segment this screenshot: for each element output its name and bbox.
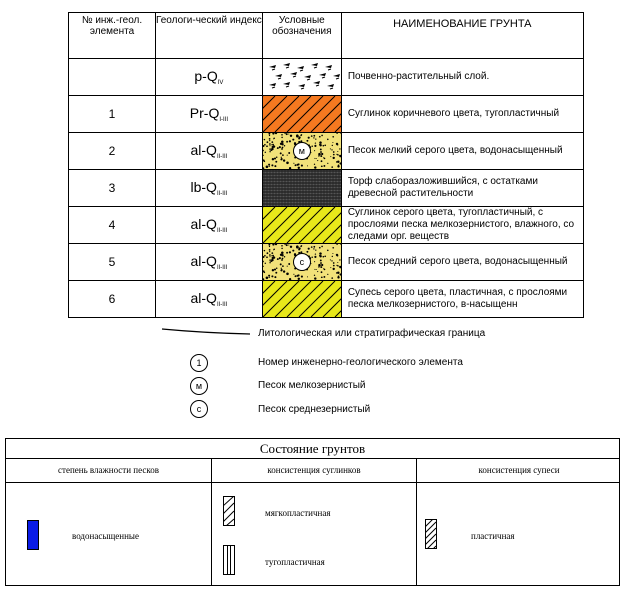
geologic-index — [156, 170, 263, 207]
geologic-index-subscript: II-III — [216, 191, 228, 197]
element-number: 3 — [69, 170, 156, 207]
divider — [416, 458, 417, 586]
element-number: 1 — [69, 96, 156, 133]
soil-symbol-yellow-hatch — [262, 281, 341, 318]
soil-name: Суглинок коричневого цвета, тугопластичный — [341, 96, 583, 133]
soil-name: Песок мелкий серого цвета, водонасыщенный — [341, 133, 583, 170]
soil-name: Песок средний серого цвета, водонасыщенный — [341, 244, 583, 281]
header-geologic-index: Геологи-ческий индекс — [156, 13, 263, 59]
geologic-index-subscript: IV — [217, 80, 224, 86]
geologic-index-main: al-Q — [190, 216, 217, 232]
saturated-label: водонасыщенные — [72, 531, 139, 541]
ground-state-title: Состояние грунтов — [259, 441, 366, 456]
soil-marker: м — [293, 142, 311, 160]
geologic-index — [156, 207, 263, 244]
plastic-swatch — [425, 519, 437, 549]
geologic-index — [156, 244, 263, 281]
geologic-index-subscript: II-III — [216, 154, 228, 160]
element-number: 4 — [69, 207, 156, 244]
soil-name: Суглинок серого цвета, тугопластичный, с прослоями песка мелкозернистого, влажного, со следами орг. веществ — [341, 207, 583, 244]
legend-boundary: Литологическая или стратиграфическая граница — [258, 328, 486, 339]
soil-symbol-yellow-hatch — [262, 207, 341, 244]
table-row — [69, 133, 584, 170]
geologic-index-main: al-Q — [190, 253, 217, 269]
soil-name: Торф слаборазложившийся, с остатками древесной растительности — [341, 170, 583, 207]
sandy-loam-consistency-header: консистенция супеси — [478, 465, 560, 475]
element-number: 2 — [69, 133, 156, 170]
table-header-row — [69, 13, 584, 59]
table-row — [69, 59, 584, 96]
legend-medium-sand: Песок среднезернистый — [258, 404, 371, 415]
header-soil-name: НАИМЕНОВАНИЕ ГРУНТА — [341, 13, 583, 59]
geologic-index — [156, 96, 263, 133]
geologic-index-main: al-Q — [190, 142, 217, 158]
table-row — [69, 244, 584, 281]
legend-medium-sand-symbol: с — [190, 400, 208, 418]
legend-fine-sand-symbol: м — [190, 377, 208, 395]
geologic-index-subscript: II-III — [216, 228, 228, 234]
geologic-index-main: Pr-Q — [189, 105, 220, 121]
header-element-number: № инж.-геол. элемента — [69, 13, 156, 59]
soil-symbol-sand-dots — [262, 244, 341, 281]
loam-consistency-header: консистенция суглинков — [267, 465, 361, 475]
stiff-plastic-label: тугопластичная — [265, 557, 325, 567]
element-number: 5 — [69, 244, 156, 281]
soil-symbol-sand-dots — [262, 133, 341, 170]
element-number — [69, 59, 156, 96]
divider — [6, 482, 619, 483]
geologic-index-subscript: II-III — [216, 302, 228, 308]
soil-symbol-peat-grid — [262, 170, 341, 207]
saturated-swatch — [27, 520, 39, 550]
soft-plastic-label: мягкопластичная — [265, 508, 331, 518]
geologic-index — [156, 133, 263, 170]
soil-symbol-soil-layer — [262, 59, 341, 96]
ground-state-table — [5, 438, 620, 586]
geologic-index-subscript: II-III — [216, 265, 228, 271]
table-row — [69, 281, 584, 318]
header-symbols: Условные обозначения — [262, 13, 341, 59]
plastic-label: пластичная — [471, 531, 515, 541]
sand-moisture-header: степень влажности песков — [58, 465, 159, 475]
divider — [6, 458, 619, 459]
legend-fine-sand: Песок мелкозернистый — [258, 380, 366, 391]
table-row — [69, 207, 584, 244]
soil-name: Почвенно-растительный слой. — [341, 59, 583, 96]
divider — [211, 458, 212, 586]
soil-symbol-orange-hatch — [262, 96, 341, 133]
legend-element-number: Номер инженерно-геологического элемента — [258, 357, 463, 368]
stiff-plastic-swatch — [223, 545, 235, 575]
soil-marker: с — [293, 253, 311, 271]
element-number: 6 — [69, 281, 156, 318]
soil-name: Супесь серого цвета, пластичная, с прослоями песка мелкозернистого, в-насыщенн — [341, 281, 583, 318]
table-row — [69, 170, 584, 207]
soft-plastic-swatch — [223, 496, 235, 526]
geologic-index-subscript: I-III — [219, 117, 229, 123]
legend-element-number-symbol: 1 — [190, 354, 208, 372]
geologic-index-main: al-Q — [190, 290, 217, 306]
geologic-index — [156, 281, 263, 318]
soil-table — [68, 12, 584, 318]
table-row — [69, 96, 584, 133]
geologic-index-main: lb-Q — [190, 179, 217, 195]
boundary-line-symbol — [160, 325, 252, 337]
geologic-index — [156, 59, 263, 96]
geologic-index-main: p-Q — [194, 68, 218, 84]
